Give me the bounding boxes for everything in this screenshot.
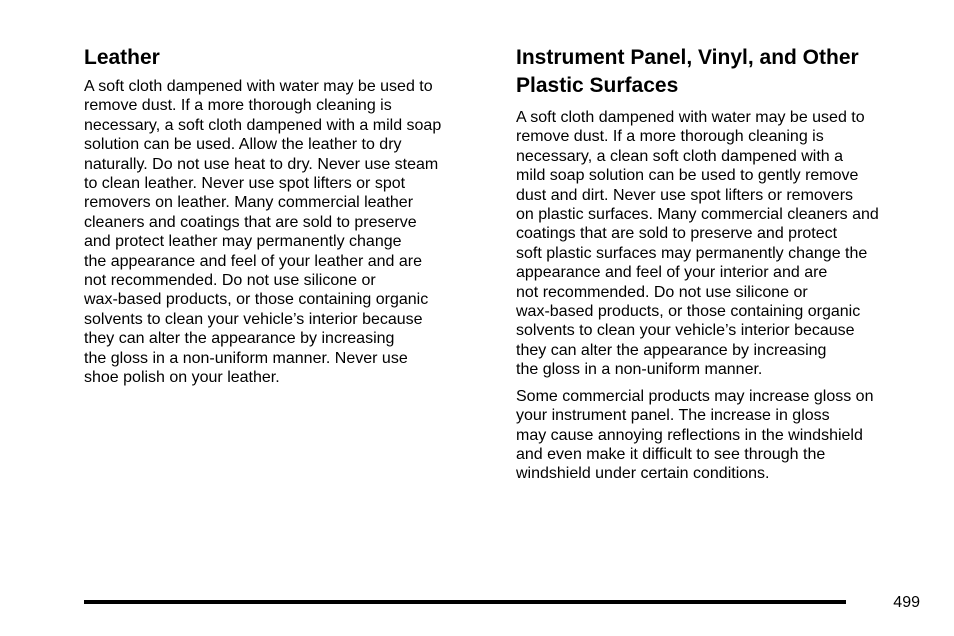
text-line: the appearance and feel of your leather and are	[84, 252, 423, 270]
text-line: windshield under certain conditions.	[516, 465, 770, 483]
heading-line-2: Plastic Surfaces	[516, 74, 679, 97]
text-line: the gloss in a non-uniform manner.	[516, 361, 763, 379]
page-number: 499	[893, 594, 920, 611]
text-line: appearance and feel of your interior and are	[516, 264, 828, 282]
footer-rule	[84, 600, 846, 604]
text-line: mild soap solution can be used to gently remove	[516, 167, 859, 185]
text-line: necessary, a soft cloth dampened with a mild soap	[84, 116, 442, 134]
text-line: coatings that are sold to preserve and protect	[516, 225, 838, 243]
instrument-panel-paragraph-2	[516, 387, 926, 484]
text-line: may cause annoying reflections in the windshield	[516, 426, 863, 444]
text-line: cleaners and coatings that are sold to preserve	[84, 213, 417, 231]
text-line: the gloss in a non-uniform manner. Never use	[84, 349, 408, 367]
text-line: to clean leather. Never use spot lifters or spot	[84, 175, 406, 193]
text-line: wax-based products, or those containing organic	[516, 303, 861, 321]
text-line: they can alter the appearance by increasing	[516, 341, 827, 359]
text-line: on plastic surfaces. Many commercial cleaners and	[516, 206, 879, 224]
instrument-panel-paragraph-1	[516, 108, 926, 380]
text-line: and protect leather may permanently change	[84, 233, 402, 251]
leather-paragraph	[84, 77, 494, 388]
text-line: Some commercial products may increase gloss on	[516, 387, 874, 405]
leather-heading: Leather	[84, 46, 160, 69]
text-line: they can alter the appearance by increasing	[84, 330, 395, 348]
text-line: wax-based products, or those containing organic	[84, 291, 429, 309]
instrument-panel-heading	[516, 44, 926, 100]
heading-line-1: Instrument Panel, Vinyl, and Other	[516, 46, 859, 69]
text-line: remove dust. If a more thorough cleaning is	[84, 97, 392, 115]
text-line: solution can be used. Allow the leather to dry	[84, 136, 402, 154]
text-line: soft plastic surfaces may permanently change the	[516, 244, 868, 262]
text-line: not recommended. Do not use silicone or	[84, 272, 376, 290]
text-line: necessary, a clean soft cloth dampened with a	[516, 147, 843, 165]
text-line: solvents to clean your vehicle’s interior because	[84, 310, 423, 328]
text-line: and even make it difficult to see through the	[516, 445, 826, 463]
text-line: A soft cloth dampened with water may be used to	[516, 109, 865, 126]
text-line: A soft cloth dampened with water may be used to	[84, 78, 433, 95]
text-line: solvents to clean your vehicle’s interior because	[516, 322, 855, 340]
text-line: remove dust. If a more thorough cleaning is	[516, 128, 824, 146]
text-line: not recommended. Do not use silicone or	[516, 283, 808, 301]
text-line: your instrument panel. The increase in gloss	[516, 407, 830, 425]
text-line: removers on leather. Many commercial leather	[84, 194, 414, 212]
text-line: shoe polish on your leather.	[84, 369, 280, 387]
text-line: dust and dirt. Never use spot lifters or removers	[516, 186, 854, 204]
instrument-panel-section	[516, 44, 926, 484]
leather-section	[84, 44, 494, 388]
text-line: naturally. Do not use heat to dry. Never use steam	[84, 155, 439, 173]
